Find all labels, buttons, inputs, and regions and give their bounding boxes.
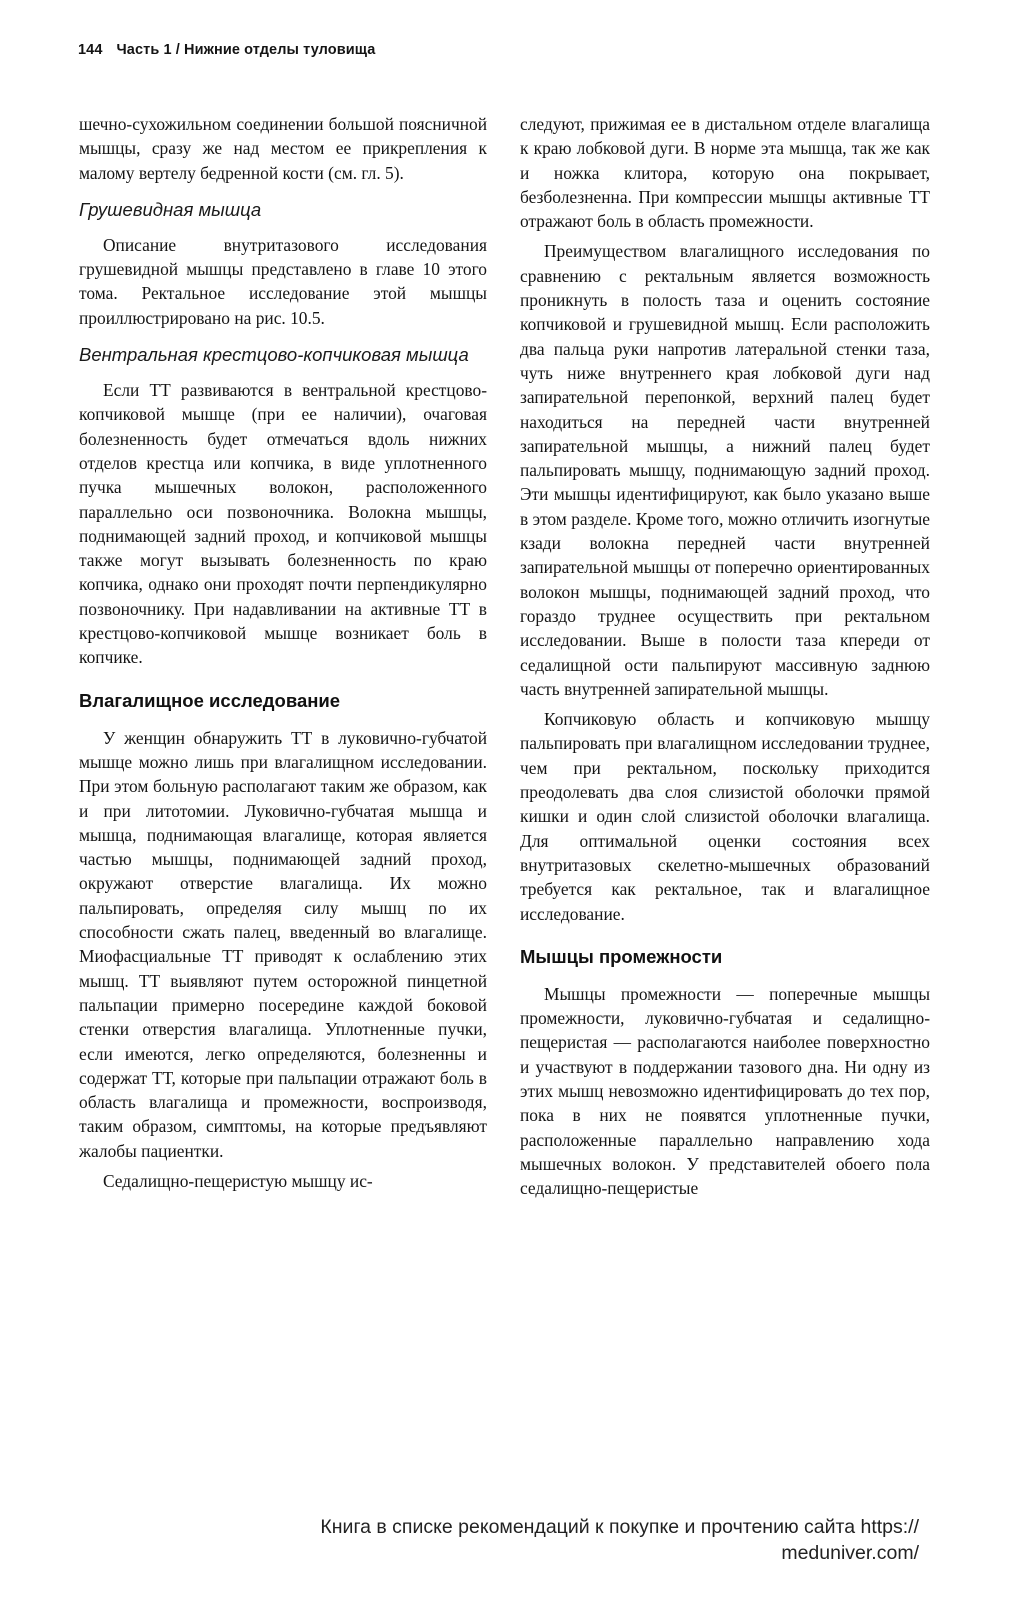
paragraph-vaginal-exam-1: У женщин обнаружить ТТ в луковично-губчатой мышце можно лишь при влагалищном исследовании. При этом больную располагают таким же образом, как и при литотомии. Луковично-губчатая мышца и мышца, поднимающая влагалище, которая является частью мышцы, поднимающей задний проход, окружают отверстие влагалища. Их можно пальпировать, определяя силу мышц по их способности сжать палец, введенный во влагалище. Миофасциальные ТТ приводят к ослаблению этих мышц. ТТ выявляют путем осторожной пинцетной пальпации примерно посередине каждой боковой стенки отверстия влагалища. Уплотненные пучки, если имеются, легко определяются, болезненны и содержат ТТ, которые при пальпации отражают боль в область влагалища и промежности, воспроизводя, таким образом, симптомы, на которые предъявляют жалобы пациентки. [79, 727, 487, 1161]
paragraph-vaginal-exam-2: Седалищно-пещеристую мышцу ис- [103, 1170, 373, 1191]
left-column [79, 112, 487, 1193]
paragraph-piriformis: Описание внутритазового исследования грушевидной мышцы представлено в главе 10 этого тома. Ректальное исследование этой мышцы проиллюстрировано на рис. 10.5. [79, 234, 487, 328]
site-recommendation-note [119, 1512, 919, 1566]
heading-vaginal-exam: Влагалищное исследование [79, 689, 341, 711]
paragraph-continued: следуют, прижимая ее в дистальном отделе влагалища к краю лобковой дуги. В норме эта мышца, так же как и ножка клитора, которую она покрывает, безболезненна. При компрессии мышцы активные ТТ отражают боль в область промежности. [520, 114, 930, 232]
page-number: 144 [78, 42, 103, 58]
intro-paragraph: шечно-сухожильном соединении большой поясничной мышцы, сразу же над местом ее прикрепления к малому вертелу бедренной кости (см. гл. 5). [79, 114, 487, 183]
site-note-line-2[interactable]: meduniver.com/ [781, 1542, 919, 1564]
paragraph-sacrococcygeal: Если ТТ развиваются в вентральной крестцово-копчиковой мышце (при ее наличии), очаговая болезненность будет отмечаться вдоль нижних отделов крестца или копчика, в виде уплотненного пучка мышечных волокон, расположенного параллельно оси позвоночника. Волокна мышцы, поднимающей задний проход, и копчиковой мышцы также могут вызывать болезненность по краю копчика, однако они проходят почти перпендикулярно позвоночнику. При надавливании на активные ТТ в крестцово-копчиковой мышце возникает боль в копчике. [79, 380, 487, 668]
paragraph-vaginal-advantage: Преимуществом влагалищного исследования по сравнению с ректальным является возможность проникнуть в полость таза и оценить состояние копчиковой и грушевидной мышц. Если расположить два пальца руки напротив латеральной стенки таза, чуть ниже внутреннего края лобковой дуги над запирательной перепонкой, верхний палец будет находиться на передней части внутренней запирательной мышцы, а нижний палец будет пальпировать мышцу, поднимающую задний проход. Эти мышцы идентифицируют, как было указано выше в этом разделе. Кроме того, можно отличить изогнутые кзади волокна передней части внутренней запирательной мышцы от поперечно ориентированных волокон мышцы, поднимающей задний проход, что гораздо труднее осуществить при ректальном исследовании. Выше в полости таза кпереди от седалищной ости пальпируют массивную заднюю часть внутренней запирательной мышцы. [520, 241, 930, 699]
running-header-title: Часть 1 / Нижние отделы туловища [116, 42, 376, 58]
running-header [78, 42, 978, 58]
heading-perineal-muscles: Мышцы промежности [520, 945, 723, 967]
paragraph-perineal-muscles: Мышцы промежности — поперечные мышцы промежности, луковично-губчатая и седалищно-пещеристая — располагаются наиболее поверхностно и участвуют в поддержании тазового дна. Ни одну из этих мышц невозможно идентифицировать до тех пор, пока в них не появятся уплотненные пучки, расположенные параллельно направлению хода мышечных волокон. У представителей обоего пола седалищно-пещеристые [520, 983, 930, 1199]
paragraph-coccygeal-region: Копчиковую область и копчиковую мышцу пальпировать при влагалищном исследовании труднее, чем при ректальном, поскольку приходится преодолевать два слоя слизистой оболочки прямой кишки и один слой слизистой оболочки влагалища. Для оптимальной оценки состояния всех внутритазовых скелетно-мышечных образований требуется как ректальное, так и влагалищное исследование. [520, 709, 930, 924]
heading-piriformis: Грушевидная мышца [79, 198, 262, 220]
site-note-line-1: Книга в списке рекомендаций к покупке и прочтению сайта https:// [320, 1516, 919, 1538]
right-column [520, 112, 930, 1200]
heading-sacrococcygeal: Вентральная крестцово-копчиковая мышца [79, 344, 469, 366]
